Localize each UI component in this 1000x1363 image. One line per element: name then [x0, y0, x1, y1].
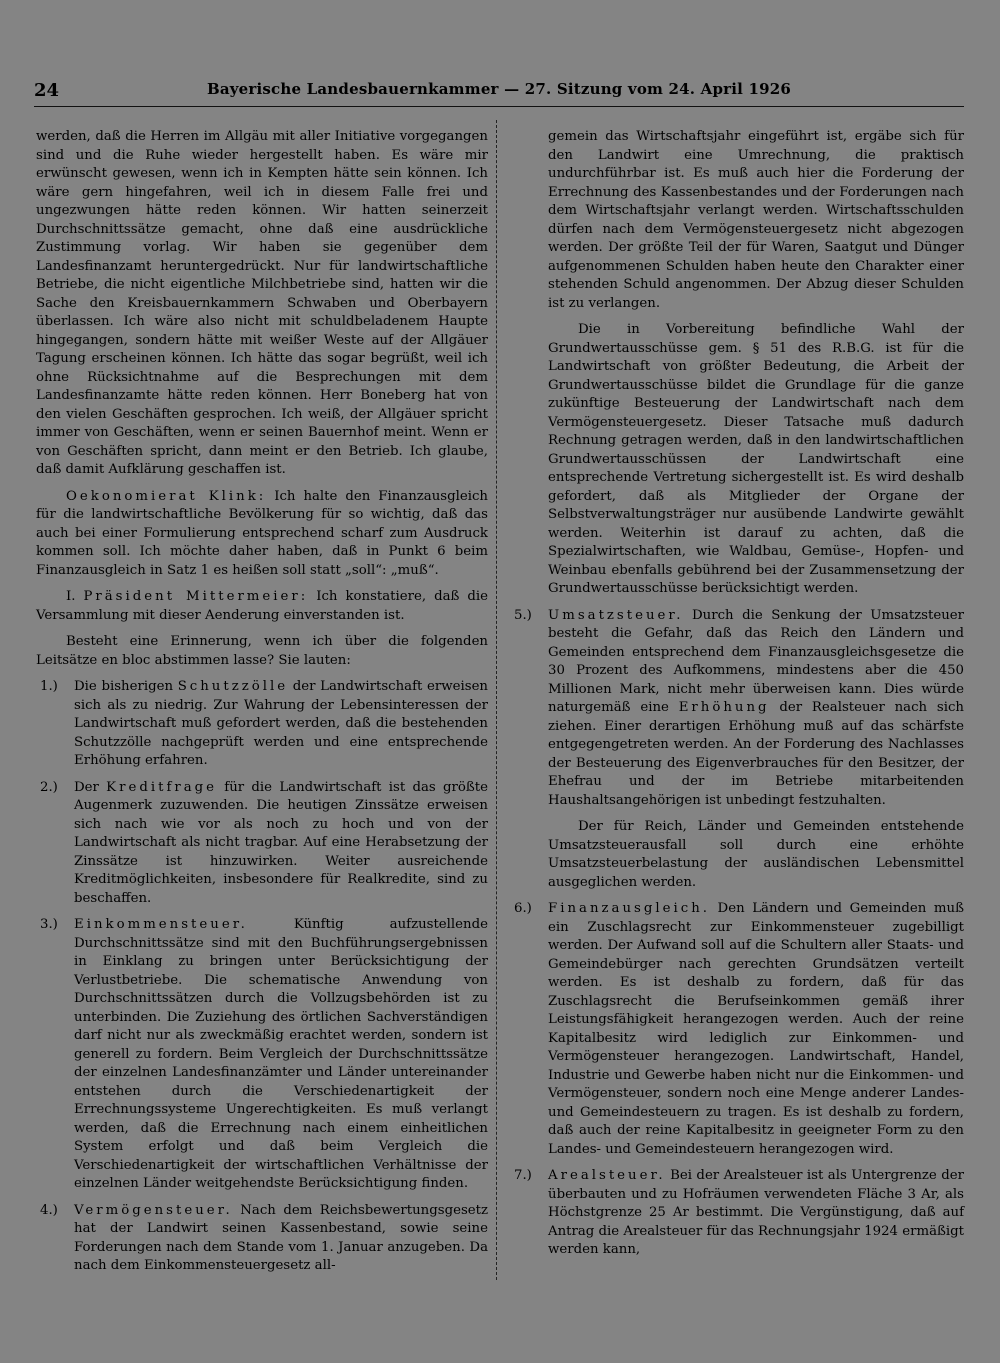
list-item [36, 916, 488, 1194]
item-keyword: Finanzausgleich. [548, 901, 710, 916]
right-column [510, 128, 964, 1260]
item-keyword: Einkommensteuer. [74, 917, 248, 932]
list-item [510, 1167, 964, 1260]
item-number: 1.) [40, 679, 58, 694]
paragraph-text: Ich konstatiere, daß die Versammlung mit dieser Aenderung einverstanden ist. [36, 589, 488, 623]
list-item [36, 779, 488, 909]
list-item-continuation [510, 818, 964, 892]
paragraph: werden, daß die Herren im Allgäu mit aller Initiative vorgegangen sind und die Ruhe wieder hergestellt haben. Es wäre mir erwünscht gewesen, wenn ich in Kempten hätte sein können. Ich wäre gern hingefahren, weil ich in diesem Falle frei und ungezwungen hätte reden können. Wir hatten seinerzeit Durchschnittssätze gemacht, ohne daß eine ausdrückliche Zustimmung vorlag. Wir haben sie gegenüber dem Landesfinanzamt heruntergedrückt. Nur für landwirtschaftliche Betriebe, die nicht eigentliche Milchbetriebe sind, hatten wir die Sache den Kreisbauernkammern Schwaben und Oberbayern überlassen. Ich wäre also nicht mit schuldbeladenem Haupte hingegangen, sondern hätte mit weißer Weste auf der Allgäuer Tagung erscheinen können. Ich hätte das sogar begrüßt, weil ich ohne Rücksichtnahme auf die Besprechungen mit dem Landesfinanzamte hätte reden können. Herr Boneberg hat von den vielen Geschäften gesprochen. Ich weiß, der Allgäuer spricht immer von Geschäften, wenn er seinen Bauernhof meint. Wenn er von Geschäften spricht, dann meint er den Betrieb. Ich glaube, daß damit Aufklärung geschaffen ist. [36, 129, 488, 477]
page-header [34, 80, 964, 107]
item-text: Durch die Senkung der Umsatzsteuer besteht die Gefahr, daß das Reich den Ländern und Gemeinden entsprechend dem Finanzausgleichsgesetze die 30 Prozent des Aufkommens, mindestens aber die 450 Millionen Mark, nicht mehr überweisen kann. Dies würde naturgemäß eine [548, 607, 964, 715]
list-item [510, 607, 964, 811]
paragraph [36, 588, 488, 625]
item-text: für die Landwirtschaft ist das größte Augenmerk zuzuwenden. Die heutigen Zinssätze erweisen sich nach wie vor als noch zu hoch und von der Landwirtschaft als nicht tragbar. Auf eine Herabsetzung der Zinssätze ist hinzuwirken. Weiter ausreichende Kreditmöglichkeiten, insbesondere für Realkredite, sind zu beschaffen. [74, 779, 488, 906]
speaker-name: Präsident Mittermeier: [83, 589, 309, 604]
item-number: 7.) [514, 1168, 532, 1183]
column-divider [496, 120, 497, 1280]
item-text: Die bisherigen [74, 679, 178, 694]
paragraph: Der für Reich, Länder und Gemeinden entstehende Umsatzsteuerausfall soll durch eine erhöhte Umsatzsteuerbelastung der ausländischen Lebensmittel ausgeglichen werden. [548, 819, 964, 890]
item-number: 4.) [40, 1202, 58, 1218]
item-keyword: Vermögensteuer. [74, 1202, 233, 1218]
item-number: 5.) [514, 607, 532, 623]
item-keyword: Schutzzölle [177, 679, 289, 694]
paragraph: Die in Vorbereitung befindliche Wahl der Grundwertausschüsse gem. § 51 des R.B.G. ist für die Landwirtschaft von größter Bedeutung, die Arbeit der Grundwertausschüsse bildet die Grundlage für die ganze zukünftige Besteuerung der Landwirtschaft nach dem Vermögensteuergesetz. Dieser Tatsache muß dadurch Rechnung getragen werden, daß in den landwirtschaftlichen Grundwertausschüssen der Landwirtschaft eine entsprechende Vertretung sichergestellt ist. Es wird deshalb gefordert, daß als Mitglieder der Organe der Selbstverwaltungsträger nur ausübende Landwirte gewählt werden. Weiterhin ist darauf zu achten, daß die Spezialwirtschaften, wie Waldbau, Gemüse-, Hopfen- und Weinbau ebenfalls gebührend bei der Zusammensetzung der Grundwertausschüsse berücksichtigt werden. [548, 322, 964, 596]
item-text: der Realsteuer nach sich ziehen. Einer derartigen Erhöhung muß auf das schärfste entgegengetreten werden. An der Forderung des Nachlasses der Besteuerung des Eigenverbrauches für den Besitzer, der Ehefrau und der im Betriebe mitarbeitenden Haushaltsangehörigen ist unbedingt festzuhalten. [548, 700, 964, 808]
list-item [510, 900, 964, 1159]
item-text: Nach dem Reichsbewertungsgesetz hat der Landwirt seinen Kassenbestand, sowie seine Forderungen nach dem Stande vom 1. Januar anzugeben. Da nach dem Einkommensteuergesetz all- [74, 1202, 488, 1273]
page-number: 24 [34, 80, 60, 101]
item-text: Der [74, 779, 107, 795]
list-item-continuation [510, 128, 964, 313]
item-keyword: Umsatzsteuer. [548, 607, 684, 623]
paragraph: Besteht eine Erinnerung, wenn ich über die folgenden Leitsätze en bloc abstimmen lasse? Sie lauten: [36, 634, 488, 668]
speaker-name: Oekonomierat Klink: [66, 488, 267, 504]
list-item [36, 1202, 488, 1276]
item-keyword: Arealsteuer. [548, 1168, 666, 1183]
running-head: Bayerische Landesbauernkammer — 27. Sitzung vom 24. April 1926 [206, 80, 792, 98]
item-text: Bei der Arealsteuer ist als Untergrenze der überbauten und zu Hofräumen verwendeten Fläche 3 Ar, als Höchstgrenze 25 Ar bestimmt. Die Vergünstigung, daß auf Antrag die Arealsteuer für das Rechnungsjahr 1924 ermäßigt werden kann, [548, 1168, 964, 1257]
paragraph-prefix: I. [66, 589, 84, 604]
item-text: gemein das Wirtschaftsjahr eingeführt ist, ergäbe sich für den Landwirt eine Umrechnung, die praktisch undurchführbar ist. Es muß auch hier die Forderung der Errechnung des Kassenbestandes und der Forderungen nach dem Wirtschaftsjahr verlangt werden. Wirtschaftsschulden dürfen nach dem Vermögensteuergesetz nicht abgezogen werden. Der größte Teil der für Waren, Saatgut und Dünger aufgenommenen Schulden haben heute den Charakter einer stehenden Schuld angenommen. Der Abzug dieser Schulden ist zu verlangen. [548, 129, 964, 311]
list-item-continuation [510, 321, 964, 599]
item-keyword: Erhöhung [678, 700, 770, 715]
item-number: 6.) [514, 901, 532, 916]
item-keyword: Kreditfrage [106, 779, 218, 795]
paragraph-text: Ich halte den Finanzausgleich für die landwirtschaftliche Bevölkerung für so wichtig, daß das auch bei einer Formulierung entsprechend scharf zum Ausdruck kommen soll. Ich möchte daher haben, daß in Punkt 6 beim Finanzausgleich in Satz 1 es heißen soll statt „soll“: „muß“. [36, 488, 489, 578]
list-item [36, 678, 488, 771]
left-column [36, 128, 488, 1276]
item-number: 2.) [40, 779, 58, 795]
item-number: 3.) [40, 917, 58, 932]
item-text: Künftig aufzustellende Durchschnittssätze sind mit den Buchführungsergebnissen in Einklang zu bringen unter Berücksichtigung der Verlustbetriebe. Die schematische Anwendung von Durchschnittssätzen durch die Vollzugsbehörden ist zu unterbinden. Die Zuziehung des örtlichen Sachverständigen darf nicht nur als zweckmäßig erachtet werden, sondern ist generell zu fordern. Beim Vergleich der Durchschnittssätze der einzelnen Landesfinanzämter und Länder untereinander entstehen durch die Verschiedenartigkeit der Errechnungssysteme Ungerechtigkeiten. Es muß verlangt werden, daß die Errechnung nach einem einheitlichen System erfolgt und daß beim Vergleich die Verschiedenartigkeit der wirtschaftlichen Verhältnisse der einzelnen Länder weitgehendste Berücksichtigung finden. [74, 917, 488, 1191]
item-text: der Landwirtschaft erweisen sich als zu niedrig. Zur Wahrung der Lebensinteressen der Landwirtschaft muß gefordert werden, daß die bestehenden Schutzzölle nachgeprüft werden und eine entsprechende Erhöhung erfahren. [74, 679, 488, 768]
paragraph [36, 488, 488, 581]
item-text: Den Ländern und Gemeinden muß ein Zuschlagsrecht zur Einkommensteuer zugebilligt werden. Der Aufwand soll auf die Schultern aller Staats- und Gemeindebürger nach gerechten Grundsätzen verteilt werden. Es ist deshalb zu fordern, daß für das Zuschlagsrecht die Berufseinkommen gemäß ihrer Leistungsfähigkeit herangezogen werden. Auch der reine Kapitalbesitz wird lediglich zur Einkommen- und Vermögensteuer herangezogen. Landwirtschaft, Handel, Industrie und Gewerbe haben nicht nur die Einkommen- und Vermögensteuer, sondern noch eine Menge anderer Landes- und Gemeindesteuern zu tragen. Es ist deshalb zu fordern, daß auch der reine Kapitalbesitz in geeigneter Form zu den Landes- und Gemeindesteuern herangezogen wird. [548, 901, 964, 1157]
